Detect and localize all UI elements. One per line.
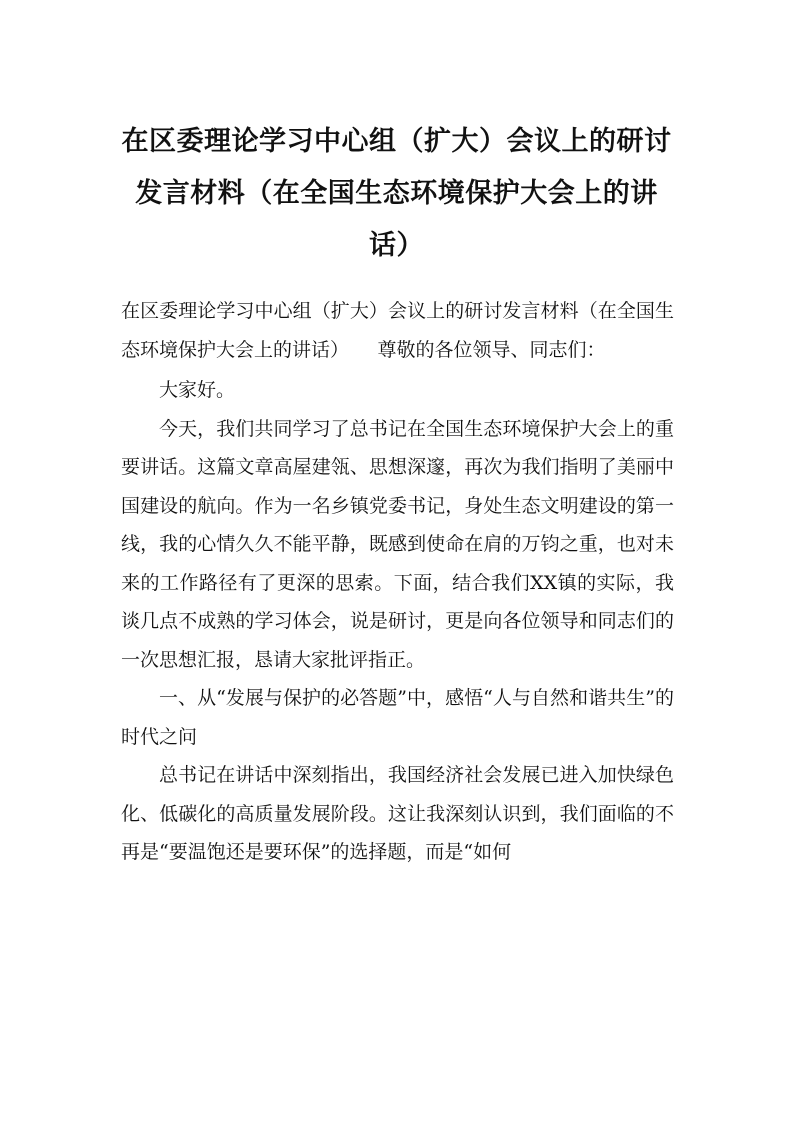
greeting-paragraph: 大家好。 bbox=[159, 379, 236, 401]
opening-paragraph: 在区委理论学习中心组（扩大）会议上的研讨发言材料（在全国生态环境保护大会上的讲话） 尊敬的各位领导、同志们： bbox=[121, 300, 674, 361]
section-heading-1: 一、从“发展与保护的必答题”中，感悟“人与自然和谐共生”的时代之问 bbox=[121, 687, 674, 748]
section-1-paragraph: 总书记在讲话中深刻指出，我国经济社会发展已进入加快绿色化、低碳化的高质量发展阶段。这让我深刻认识到，我们面临的不再是“要温饱还是要环保”的选择题，而是“如何 bbox=[121, 764, 674, 863]
intro-paragraph: 今天，我们共同学习了总书记在全国生态环境保护大会上的重要讲话。这篇文章高屋建瓴、思想深邃，再次为我们指明了美丽中国建设的航向。作为一名乡镇党委书记，身处生态文明建设的第一线，我的心情久久不能平静，既感到使命在肩的万钧之重，也对未来的工作路径有了更深的思索。下面，结合我们XX镇的实际，我谈几点不成熟的学习体会，说是研讨，更是向各位领导和同志们的一次思想汇报，恳请大家批评指正。 bbox=[121, 417, 674, 671]
document-body bbox=[121, 292, 674, 872]
document-title: 在区委理论学习中心组（扩大）会议上的研讨发言材料（在全国生态环境保护大会上的讲话） bbox=[121, 126, 672, 261]
